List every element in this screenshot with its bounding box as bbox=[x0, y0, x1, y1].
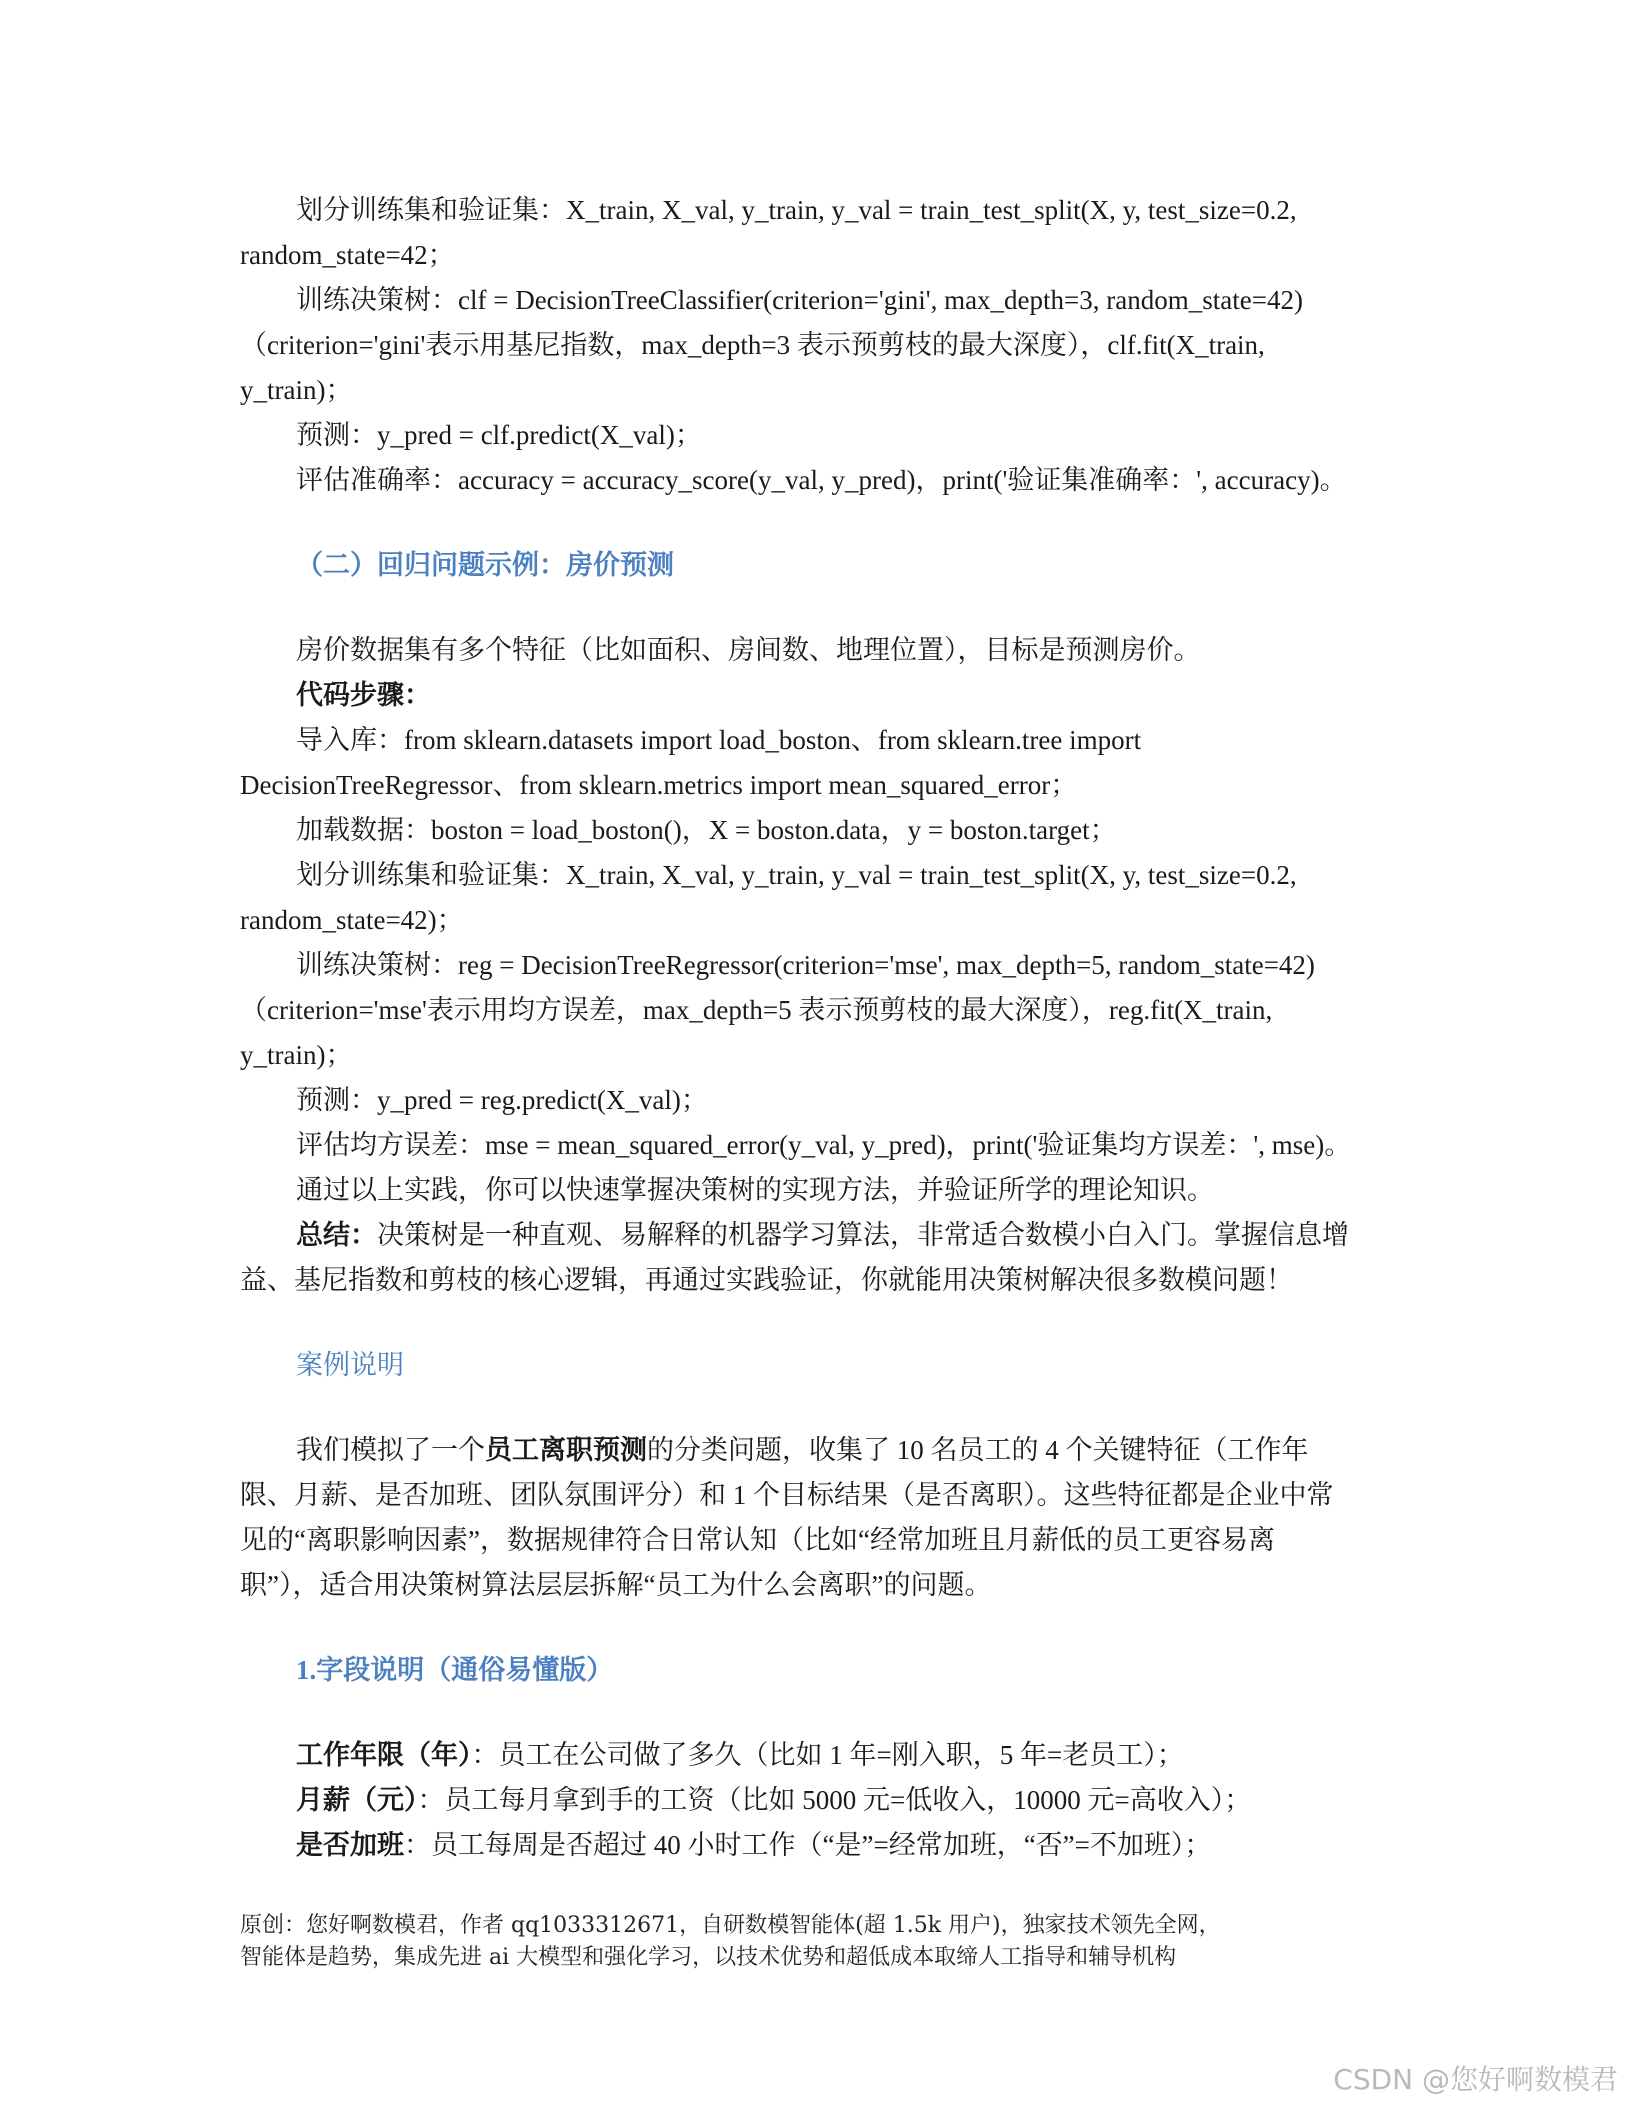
paragraph-line: 评估准确率：accuracy = accuracy_score(y_val, y_pred)，print('验证集准确率：', accuracy)。 bbox=[296, 465, 1347, 495]
paragraph-line: 预测：y_pred = reg.predict(X_val)； bbox=[296, 1085, 708, 1115]
summary-label: 总结： bbox=[296, 1220, 377, 1250]
paragraph-line: 通过以上实践，你可以快速掌握决策树的实现方法，并验证所学的理论知识。 bbox=[296, 1175, 1214, 1205]
field-label: 是否加班 bbox=[296, 1830, 404, 1860]
paragraph-line: 预测：y_pred = clf.predict(X_val)； bbox=[296, 420, 702, 450]
paragraph-line: 房价数据集有多个特征（比如面积、房间数、地理位置），目标是预测房价。 bbox=[296, 635, 1201, 665]
paragraph-line: y_train)； bbox=[240, 1040, 353, 1070]
summary-line bbox=[296, 1217, 1349, 1253]
paragraph-line: 导入库：from sklearn.datasets import load_boston、from sklearn.tree import bbox=[296, 725, 1142, 755]
section-heading-regression: （二）回归问题示例：房价预测 bbox=[296, 550, 674, 580]
case-text: 的分类问题，收集了 10 名员工的 4 个关键特征（工作年 bbox=[647, 1435, 1309, 1465]
field-item bbox=[296, 1827, 1211, 1863]
field-item bbox=[296, 1737, 1184, 1773]
paragraph-line: DecisionTreeRegressor、from sklearn.metrics import mean_squared_error； bbox=[240, 770, 1078, 800]
field-label: 月薪（元） bbox=[296, 1785, 418, 1815]
paragraph-line: （criterion='gini'表示用基尼指数，max_depth=3 表示预剪枝的最大深度），clf.fit(X_train, bbox=[240, 330, 1265, 360]
paragraph-line: 训练决策树：clf = DecisionTreeClassifier(criterion='gini', max_depth=3, random_state=42) bbox=[296, 285, 1303, 315]
case-highlight: 员工离职预测 bbox=[485, 1435, 647, 1465]
field-text: ：员工每月拿到手的工资（比如 5000 元=低收入，10000 元=高收入）； bbox=[417, 1785, 1252, 1815]
footer-line: 智能体是趋势，集成先进 ai 大模型和强化学习，以技术优势和超低成本取缔人工指导和辅导机构 bbox=[240, 1945, 1177, 1970]
field-item bbox=[296, 1782, 1251, 1818]
case-paragraph-line: 限、月薪、是否加班、团队氛围评分）和 1 个目标结果（是否离职）。这些特征都是企业中常 bbox=[240, 1480, 1334, 1510]
case-paragraph-line: 见的“离职影响因素”，数据规律符合日常认知（比如“经常加班且月薪低的员工更容易离 bbox=[240, 1525, 1275, 1555]
paragraph-line: 训练决策树：reg = DecisionTreeRegressor(criterion='mse', max_depth=5, random_state=42) bbox=[296, 950, 1315, 980]
field-text: ：员工每周是否超过 40 小时工作（“是”=经常加班，“否”=不加班）； bbox=[404, 1830, 1212, 1860]
case-paragraph-line bbox=[296, 1432, 1309, 1468]
field-label: 工作年限（年） bbox=[296, 1740, 472, 1770]
paragraph-line: 评估均方误差：mse = mean_squared_error(y_val, y_pred)，print('验证集均方误差：', mse)。 bbox=[296, 1130, 1352, 1160]
case-paragraph-line: 职”），适合用决策树算法层层拆解“员工为什么会离职”的问题。 bbox=[240, 1570, 992, 1600]
paragraph-line: （criterion='mse'表示用均方误差，max_depth=5 表示预剪枝的最大深度），reg.fit(X_train, bbox=[240, 995, 1273, 1025]
paragraph-line: y_train)； bbox=[240, 375, 353, 405]
csdn-watermark: CSDN @您好啊数模君 bbox=[1333, 2063, 1618, 2096]
paragraph-line: 加载数据：boston = load_boston()，X = boston.data，y = boston.target； bbox=[296, 815, 1117, 845]
code-steps-label: 代码步骤： bbox=[296, 680, 431, 710]
paragraph-line: 划分训练集和验证集：X_train, X_val, y_train, y_val = train_test_split(X, y, test_size=0.2, bbox=[296, 195, 1297, 225]
paragraph-line: random_state=42)； bbox=[240, 905, 464, 935]
field-text: ：员工在公司做了多久（比如 1 年=刚入职，5 年=老员工）； bbox=[471, 1740, 1184, 1770]
footer-line: 原创：您好啊数模君，作者 qq1033312671，自研数模智能体(超 1.5k 用户)，独家技术领先全网， bbox=[240, 1913, 1221, 1938]
section-heading-case: 案例说明 bbox=[296, 1350, 404, 1380]
paragraph-line: random_state=42； bbox=[240, 240, 455, 270]
case-text: 我们模拟了一个 bbox=[296, 1435, 485, 1465]
section-heading-fields: 1.字段说明（通俗易懂版） bbox=[296, 1655, 614, 1685]
paragraph-line: 益、基尼指数和剪枝的核心逻辑，再通过实践验证，你就能用决策树解决很多数模问题！ bbox=[240, 1265, 1293, 1295]
paragraph-line: 划分训练集和验证集：X_train, X_val, y_train, y_val = train_test_split(X, y, test_size=0.2, bbox=[296, 860, 1297, 890]
summary-text: 决策树是一种直观、易解释的机器学习算法，非常适合数模小白入门。掌握信息增 bbox=[377, 1220, 1349, 1250]
